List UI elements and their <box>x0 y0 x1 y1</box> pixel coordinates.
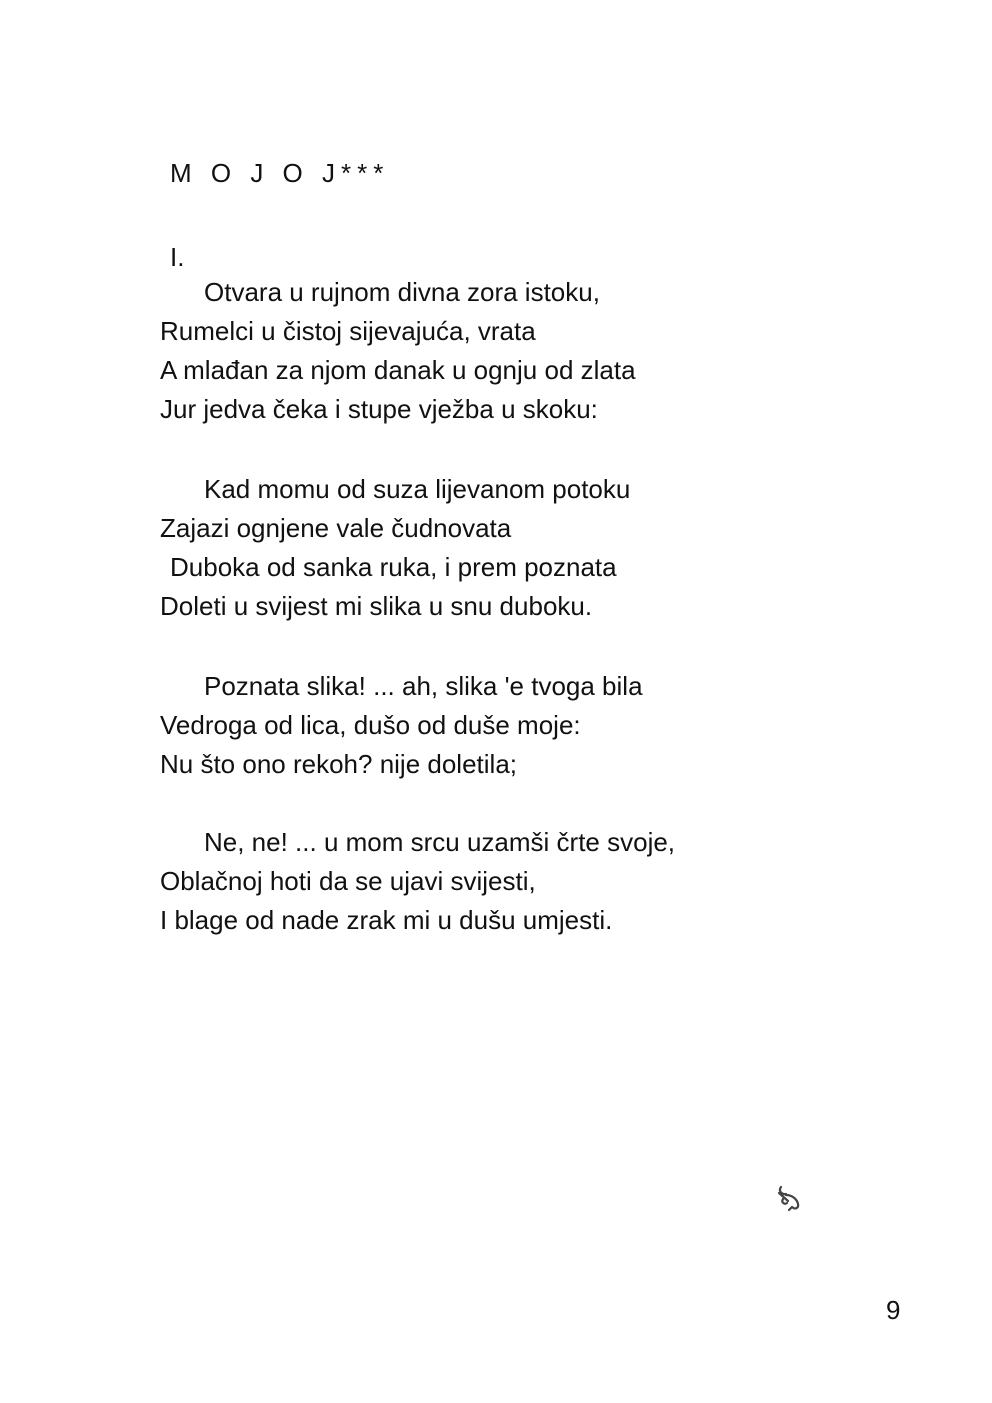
verse-line: Oblačnoj hoti da se ujavi svijesti, <box>160 866 536 896</box>
poem-title: M O J O J*** <box>170 158 390 188</box>
section-number: I. <box>170 242 185 272</box>
stanza-2 <box>160 470 630 626</box>
page-number: 9 <box>886 1295 901 1325</box>
stanza-1 <box>160 273 636 429</box>
verse-line: Duboka od sanka ruka, i prem poznata <box>170 552 617 582</box>
verse-line: Jur jedva čeka i stupe vježba u skoku: <box>160 394 598 424</box>
verse-line: Nu što ono rekoh? nije doletila; <box>160 749 518 779</box>
stanza-4 <box>160 823 675 940</box>
verse-line: Doleti u svijest mi slika u snu duboku. <box>160 591 593 621</box>
verse-line: Ne, ne! ... u mom srcu uzamši črte svoje, <box>204 827 676 857</box>
verse-line: I blage od nade zrak mi u dušu umjesti. <box>160 905 613 935</box>
fleuron-icon <box>772 1183 806 1213</box>
verse-line: Vedroga od lica, dušo od duše moje: <box>160 710 581 740</box>
verse-line: Kad momu od suza lijevanom potoku <box>204 474 631 504</box>
verse-line: A mlađan za njom danak u ognju od zlata <box>160 355 636 385</box>
verse-line: Rumelci u čistoj sijevajuća, vrata <box>160 316 536 346</box>
verse-line: Otvara u rujnom divna zora istoku, <box>204 277 600 307</box>
verse-line: Zajazi ognjene vale čudnovata <box>160 513 512 543</box>
stanza-3 <box>160 667 643 784</box>
verse-line: Poznata slika! ... ah, slika 'e tvoga bila <box>204 671 643 701</box>
